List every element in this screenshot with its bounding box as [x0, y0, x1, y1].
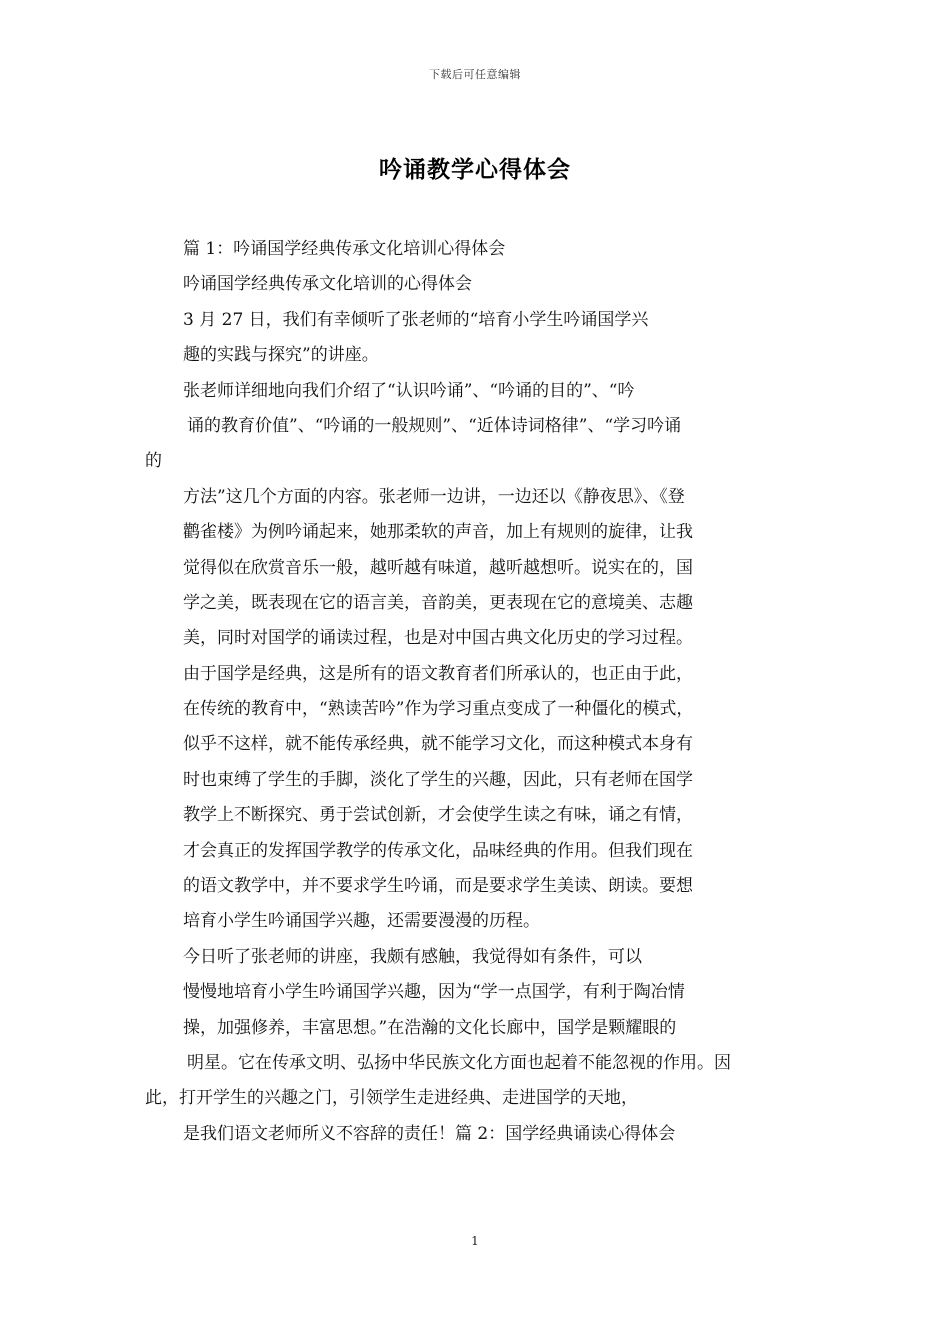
- body-line: 是我们语文老师所义不容辞的责任！篇 2：国学经典诵读心得体会: [183, 1123, 676, 1144]
- body-line: 觉得似在欣赏音乐一般，越听越有味道，越听越想听。说实在的，国: [183, 557, 693, 578]
- document-body: [0, 232, 950, 1152]
- body-line: 在传统的教育中，“熟读苦吟”作为学习重点变成了一种僵化的模式，: [183, 699, 694, 720]
- body-line: 美，同时对国学的诵读过程，也是对中国古典文化历史的学习过程。: [183, 628, 693, 649]
- body-line: 的: [145, 451, 162, 472]
- body-line: 由于国学是经典，这是所有的语文教育者们所承认的，也正由于此，: [183, 663, 693, 684]
- page-header-note: 下载后可任意编辑: [429, 68, 521, 81]
- body-line: 方法”这几个方面的内容。张老师一边讲，一边还以《静夜思》、《登: [183, 486, 685, 507]
- body-line: 的语文教学中，并不要求学生吟诵，而是要求学生美读、朗读。要想: [183, 876, 693, 897]
- body-line: 慢慢地培育小学生吟诵国学兴趣，因为“学一点国学，有利于陶冶情: [183, 982, 685, 1003]
- body-line: 3 月 27 日，我们有幸倾听了张老师的“培育小学生吟诵国学兴: [183, 309, 649, 330]
- body-line: 时也束缚了学生的手脚，淡化了学生的兴趣，因此，只有老师在国学: [183, 769, 693, 790]
- body-line: 才会真正的发挥国学教学的传承文化，品味经典的作用。但我们现在: [183, 840, 693, 861]
- body-line: 明星。它在传承文明、弘扬中华民族文化方面也起着不能忽视的作用。因: [187, 1052, 731, 1073]
- body-line: 学之美，既表现在它的语言美，音韵美，更表现在它的意境美、志趣: [183, 592, 693, 613]
- page-number: 1: [471, 1234, 479, 1248]
- body-line: 鹳雀楼》为例吟诵起来，她那柔软的声音，加上有规则的旋律，让我: [183, 522, 693, 543]
- body-line: 诵的教育价值”、“吟诵的一般规则”、“近体诗词格律”、“学习吟诵: [187, 415, 682, 436]
- body-line: 似乎不这样，就不能传承经典，就不能学习文化，而这种模式本身有: [183, 734, 693, 755]
- body-line: 吟诵国学经典传承文化培训的心得体会: [183, 274, 472, 295]
- body-line: 张老师详细地向我们介绍了“认识吟诵”、“吟诵的目的”、“吟: [183, 380, 635, 401]
- body-line: 今日听了张老师的讲座，我颇有感触，我觉得如有条件，可以: [183, 946, 642, 967]
- document-title: 吟诵教学心得体会: [379, 156, 571, 183]
- body-line: 篇 1：吟诵国学经典传承文化培训心得体会: [183, 239, 506, 259]
- body-line: 培育小学生吟诵国学兴趣，还需要漫漫的历程。: [183, 911, 540, 932]
- body-line: 趣的实践与探究”的讲座。: [183, 345, 379, 366]
- body-line: 此，打开学生的兴趣之门，引领学生走进经典、走进国学的天地，: [145, 1088, 638, 1109]
- body-line: 教学上不断探究、勇于尝试创新，才会使学生读之有味，诵之有情，: [183, 805, 693, 826]
- body-line: 操，加强修养，丰富思想。”在浩瀚的文化长廊中，国学是颗耀眼的: [183, 1017, 677, 1038]
